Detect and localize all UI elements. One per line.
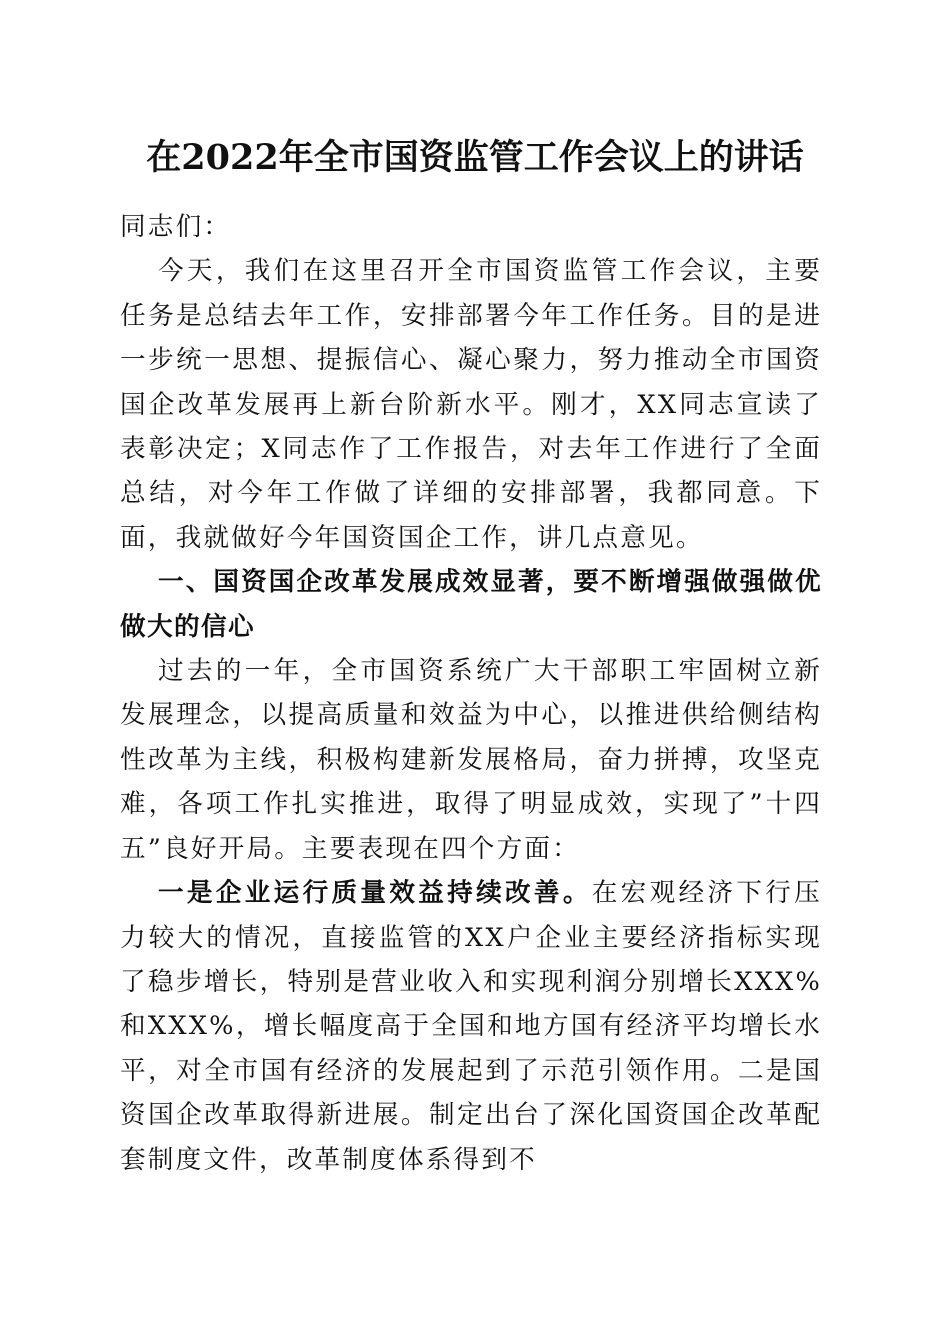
paragraph-lead-text: 一是企业运行质量效益持续改善。 — [158, 878, 592, 909]
section-heading-1: 一、国资国企改革发展成效显著，要不断增强做强做优做大的信心 — [120, 567, 822, 642]
document-title: 在2022年全市国资监管工作会议上的讲话 — [146, 137, 804, 178]
document-body — [120, 205, 822, 1182]
paragraph-body-text: 在宏观经济下行压力较大的情况，直接监管的XX户企业主要经济指标实现了稳步增长，特别是营业收入和实现利润分别增长XXX%和XXX%，增长幅度高于全国和地方国有经济平均增长水平，对全市国有经济的发展起到了示范引领作用。二是国资国企改革取得新进展。制定出台了深化国资国企改革配套制度文件，改革制度体系得到不 — [120, 878, 822, 1175]
paragraph-review: 过去的一年，全市国资系统广大干部职工牢固树立新发展理念，以提高质量和效益为中心，以推进供给侧结构性改革为主线，积极构建新发展格局，奋力拼搏，攻坚克难，各项工作扎实推进，取得了明显成效，实现了”十四五”良好开局。主要表现在四个方面： — [120, 656, 822, 864]
paragraph-opening: 今天，我们在这里召开全市国资监管工作会议，主要任务是总结去年工作，安排部署今年工作任务。目的是进一步统一思想、提振信心、凝心聚力，努力推动全市国资国企改革发展再上新台阶新水平。刚才，XX同志宣读了表彰决定；X同志作了工作报告，对去年工作进行了全面总结，对今年工作做了详细的安排部署，我都同意。下面，我就做好今年国资国企工作，讲几点意见。 — [120, 256, 822, 553]
salutation: 同志们： — [120, 212, 232, 242]
paragraph-achievements — [120, 871, 822, 1182]
